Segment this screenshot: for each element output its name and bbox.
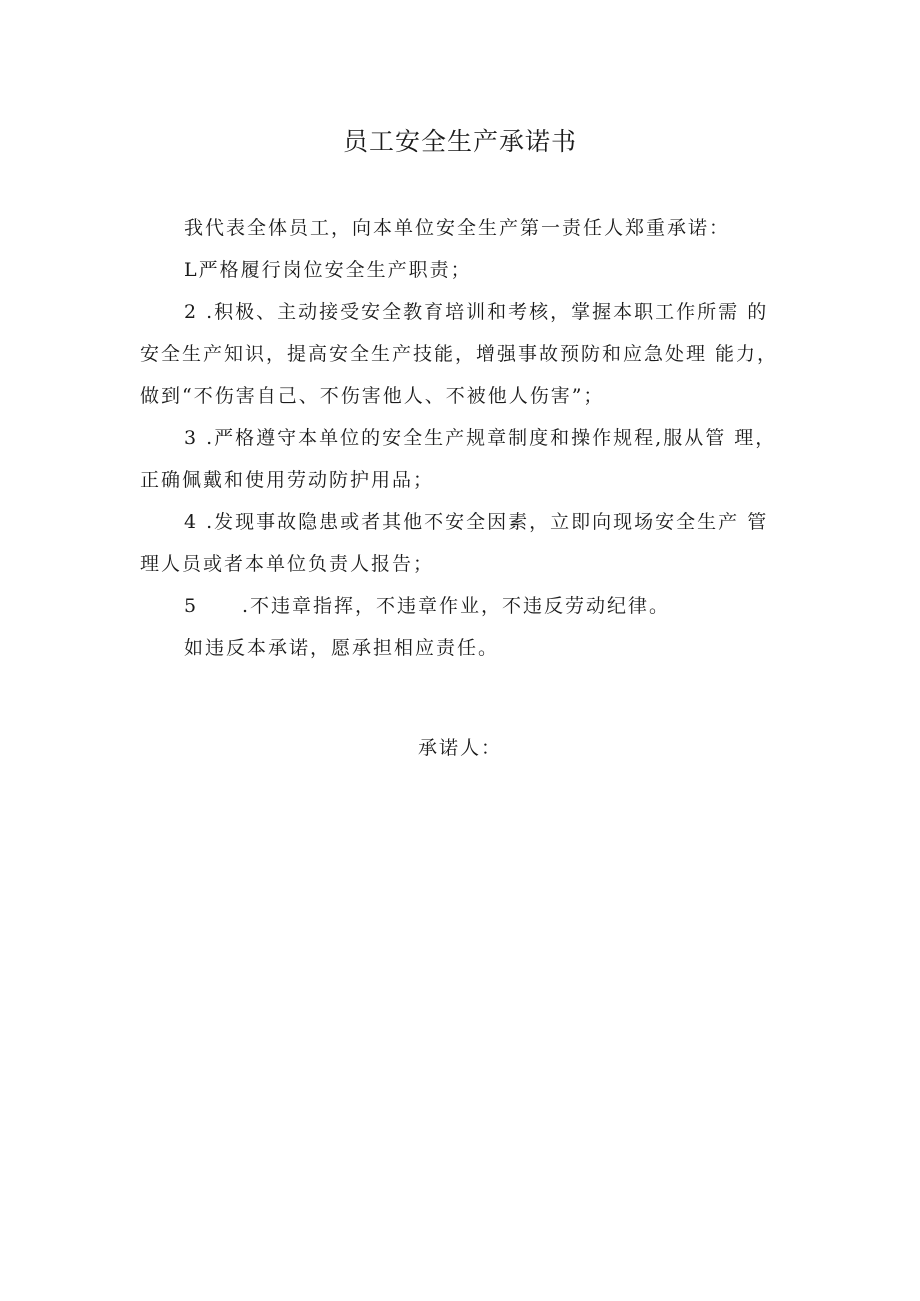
item-1: L严格履行岗位安全生产职责；: [184, 259, 472, 281]
item-4-line-2: 理人员或者本单位负责人报告；: [140, 553, 435, 575]
item-2-line-2: 安全生产知识，提高安全生产技能，增强事故预防和应急处理 能力，: [140, 343, 779, 365]
item-3-line-2: 正确佩戴和使用劳动防护用品；: [140, 469, 435, 491]
signature-label: 承诺人：: [417, 737, 502, 759]
document-body: [140, 207, 790, 669]
item-3-number: 3: [184, 427, 199, 449]
item-3-line-1: [140, 417, 790, 459]
document-title: 员工安全生产承诺书: [342, 127, 577, 156]
item-2-line-1: [140, 291, 790, 333]
item-2-text-1: .积极、主动接受安全教育培训和考核，掌握本职工作所需 的: [198, 301, 769, 323]
item-3-text-1: .严格遵守本单位的安全生产规章制度和操作规程,服从管 理，: [198, 427, 777, 449]
item-4-text-1: .发现事故隐患或者其他不安全因素，立即向现场安全生产 管: [198, 511, 769, 533]
item-5: [140, 585, 790, 627]
item-2-number: 2: [184, 301, 199, 323]
item-5-text: .不违章指挥，不违章作业，不违反劳动纪律。: [242, 595, 671, 617]
item-4-line-1: [140, 501, 790, 543]
item-4-number: 4: [184, 511, 199, 533]
item-5-number: 5: [184, 595, 199, 617]
closing-paragraph: 如违反本承诺，愿承担相应责任。: [184, 637, 500, 659]
intro-paragraph: 我代表全体员工，向本单位安全生产第一责任人郑重承诺：: [184, 217, 731, 239]
item-2-line-3: 做到“不伤害自己、不伤害他人、不被他人伤害”；: [140, 385, 605, 407]
